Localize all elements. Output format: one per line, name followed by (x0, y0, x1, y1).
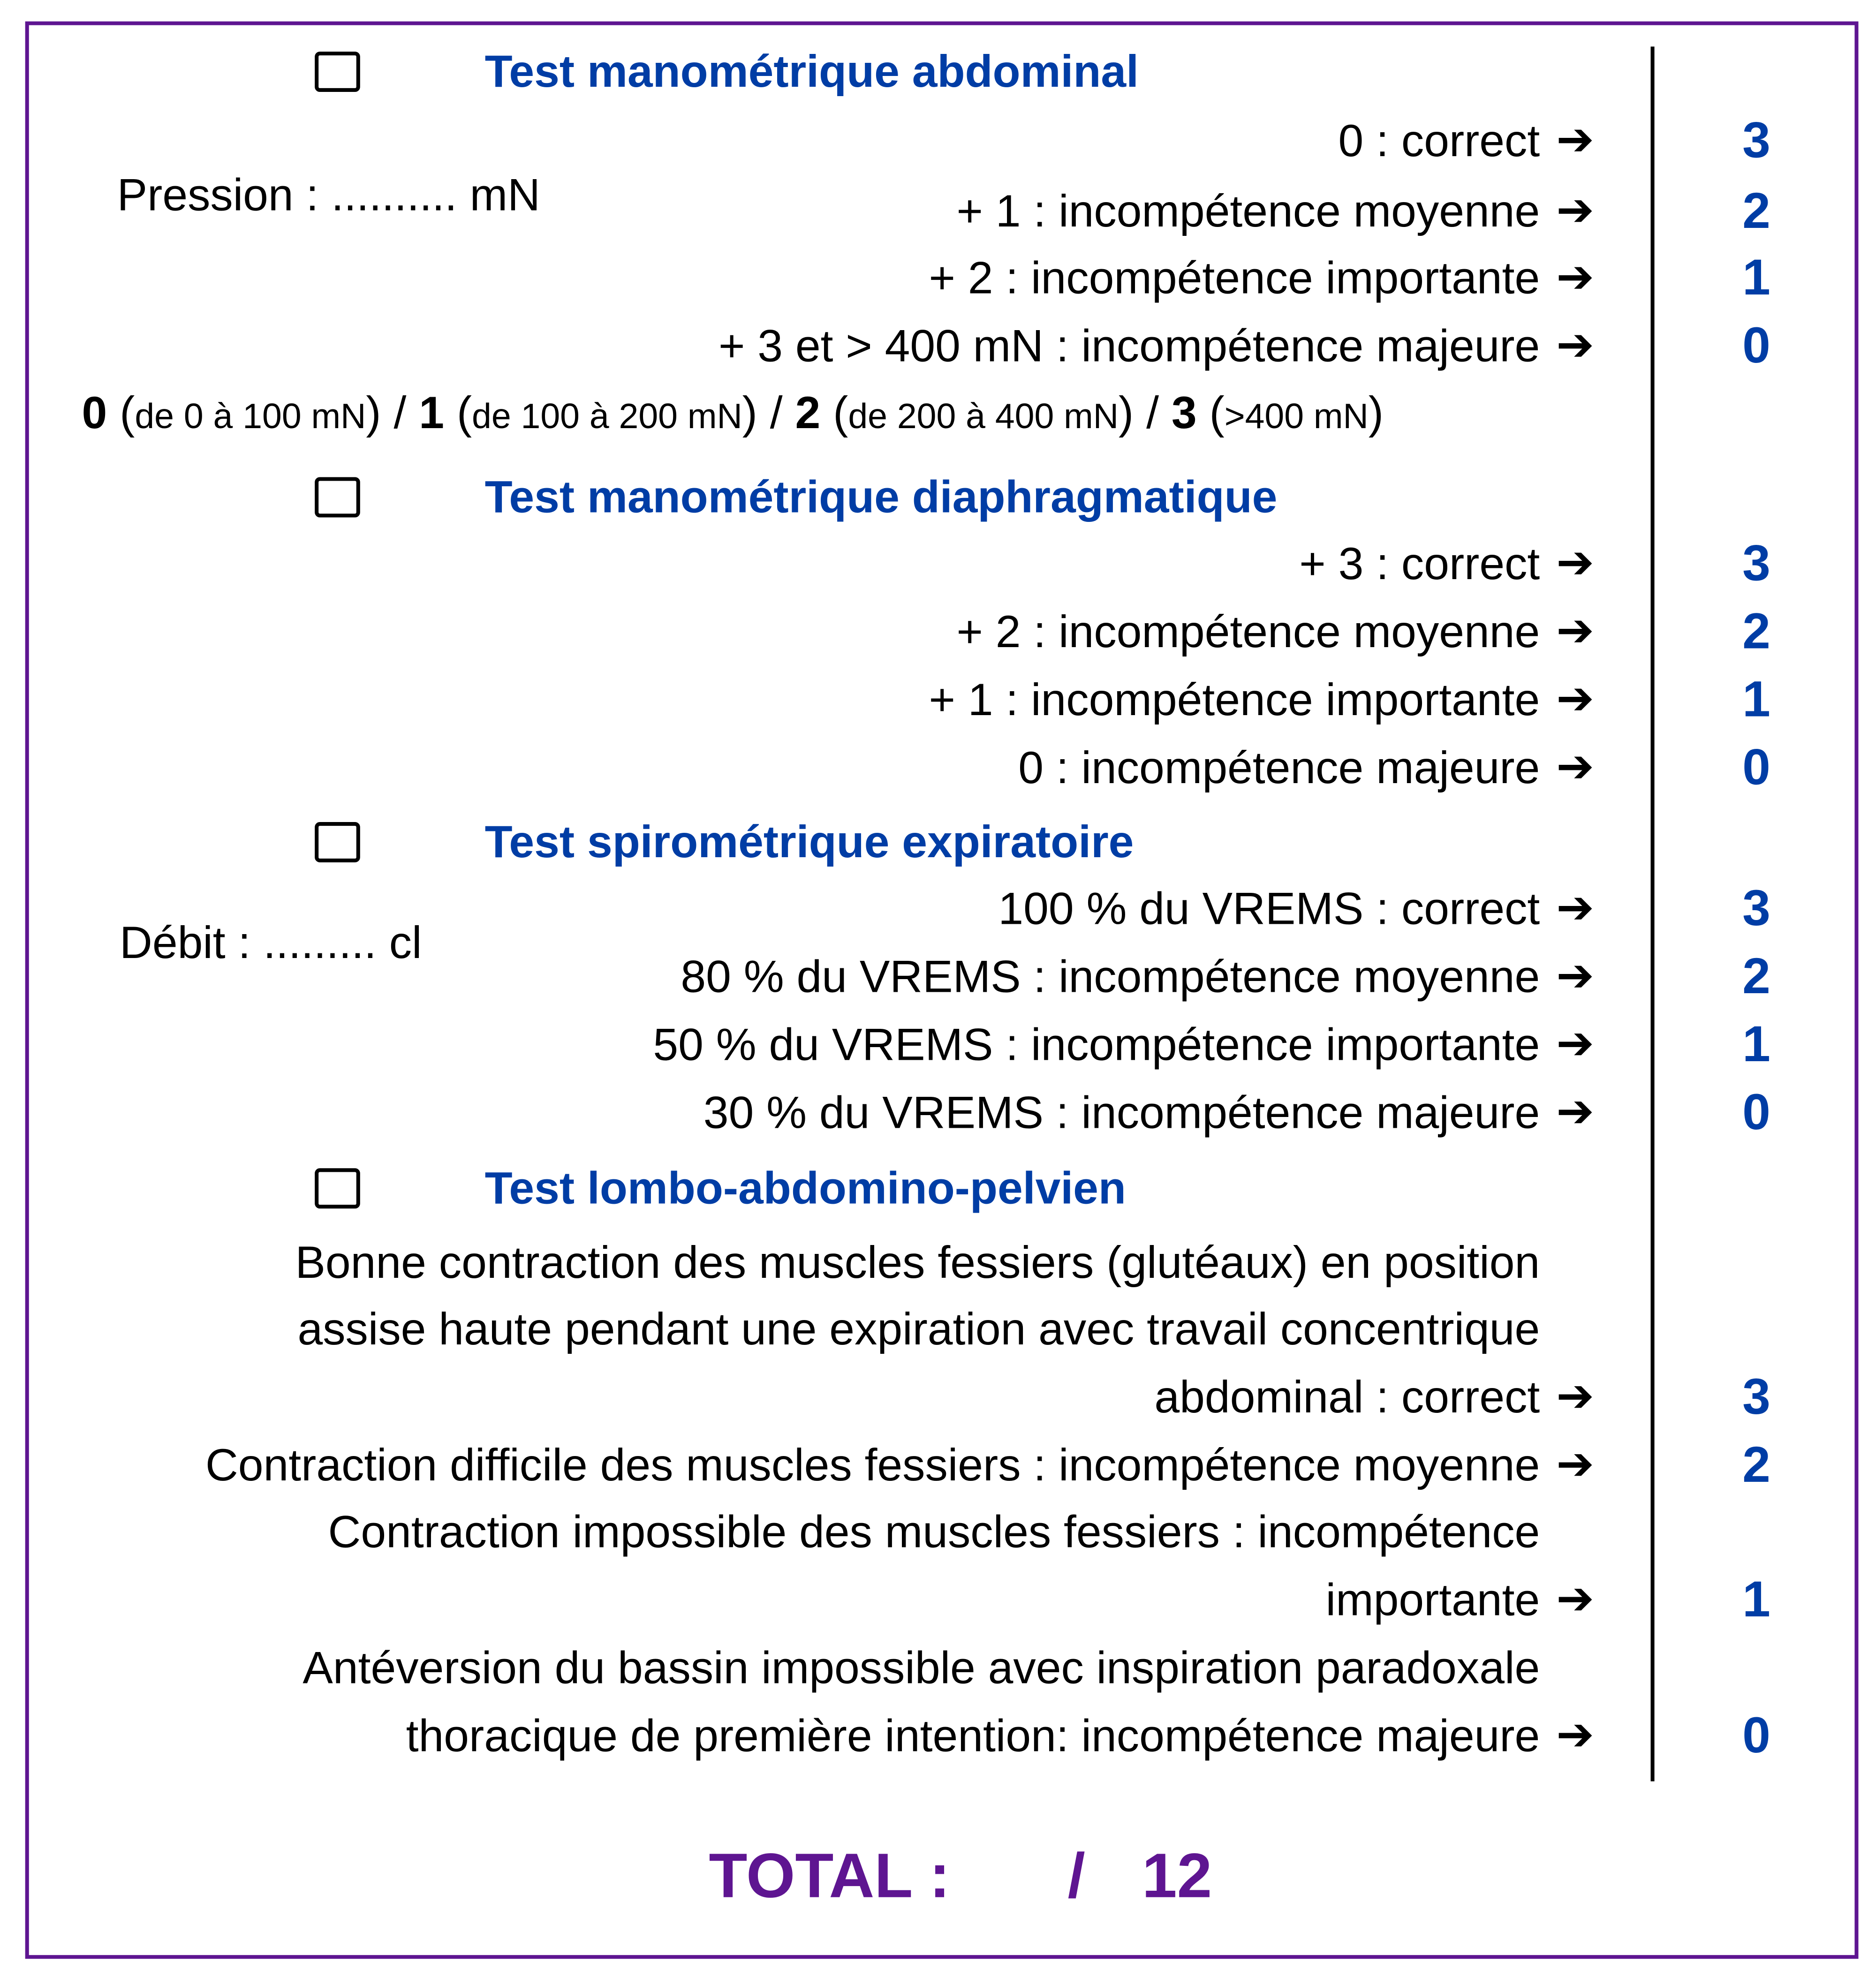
criterion-text: Antéversion du bassin impossible avec inspiration paradoxale (303, 1641, 1540, 1693)
separator: / (381, 386, 419, 438)
criterion-text: Contraction impossible des muscles fessiers : incompétence (328, 1505, 1540, 1557)
checkbox-3[interactable] (315, 822, 360, 862)
scale-range: de 0 à 100 mN (135, 396, 366, 436)
total-max: 12 (1142, 1840, 1212, 1911)
score-value: 1 (1742, 250, 1770, 306)
scale-level: 0 (82, 386, 107, 438)
scale-range: de 200 à 400 mN (848, 396, 1119, 436)
score-value: 1 (1742, 1017, 1770, 1073)
criterion-text: + 3 et > 400 mN : incompétence majeure (718, 319, 1540, 371)
arrow-right-icon: ➔ (1556, 1371, 1595, 1423)
score-value: 2 (1742, 183, 1770, 240)
criterion-text: 80 % du VREMS : incompétence moyenne (681, 950, 1540, 1002)
criterion-text: + 2 : incompétence importante (929, 251, 1540, 303)
arrow-right-icon: ➔ (1556, 319, 1595, 371)
criterion-text: 0 : correct (1338, 114, 1540, 166)
criterion-text: importante (1325, 1573, 1540, 1625)
score-column-divider (1651, 46, 1655, 1781)
criterion-text: assise haute pendant une expiration avec travail concentrique (297, 1303, 1540, 1355)
arrow-right-icon: ➔ (1556, 605, 1595, 657)
criterion-text: 100 % du VREMS : correct (998, 882, 1540, 934)
arrow-right-icon: ➔ (1556, 251, 1595, 303)
flow-field[interactable]: Débit : ......... cl (120, 916, 422, 968)
criterion-text: + 3 : correct (1299, 537, 1540, 589)
score-value: 3 (1742, 113, 1770, 169)
score-value: 1 (1742, 1572, 1770, 1628)
score-value: 2 (1742, 1437, 1770, 1493)
criterion-text: + 2 : incompétence moyenne (956, 605, 1540, 657)
criterion-text: 0 : incompétence majeure (1018, 741, 1540, 793)
arrow-right-icon: ➔ (1556, 114, 1595, 166)
score-value: 3 (1742, 1369, 1770, 1425)
criterion-text: Contraction difficile des muscles fessiers : incompétence moyenne (205, 1439, 1540, 1491)
scale-level: 1 (419, 386, 444, 438)
arrow-right-icon: ➔ (1556, 185, 1595, 237)
criterion-text: Bonne contraction des muscles fessiers (glutéaux) en position (295, 1236, 1540, 1288)
checkbox-2[interactable] (315, 477, 360, 517)
separator: / (1134, 386, 1172, 438)
pressure-scale-legend: 0 (de 0 à 100 mN) / 1 (de 100 à 200 mN) / 2 (de 200 à 400 mN) / 3 (>400 mN) (82, 386, 1384, 438)
scale-level: 2 (795, 386, 821, 438)
score-value: 0 (1742, 1708, 1770, 1764)
arrow-right-icon: ➔ (1556, 1709, 1595, 1761)
section-title: Test spirométrique expiratoire (484, 815, 1134, 868)
arrow-right-icon: ➔ (1556, 537, 1595, 589)
scale-range: >400 mN (1224, 396, 1369, 436)
scale-range: de 100 à 200 mN (472, 396, 742, 436)
arrow-right-icon: ➔ (1556, 1573, 1595, 1625)
criterion-text: thoracique de première intention: incompétence majeure (406, 1709, 1540, 1761)
total-label: TOTAL : (709, 1840, 950, 1911)
score-value: 1 (1742, 672, 1770, 728)
arrow-right-icon: ➔ (1556, 741, 1595, 793)
criterion-text: abdominal : correct (1154, 1371, 1540, 1423)
score-value: 2 (1742, 949, 1770, 1005)
total-slash: / (1067, 1840, 1085, 1911)
checkbox-4[interactable] (315, 1168, 360, 1208)
score-value: 3 (1742, 536, 1770, 592)
pressure-field[interactable]: Pression : .......... mN (117, 168, 540, 220)
score-value: 0 (1742, 318, 1770, 374)
section-title: Test manométrique abdominal (484, 45, 1139, 97)
criterion-text: 30 % du VREMS : incompétence majeure (703, 1086, 1540, 1138)
score-value: 3 (1742, 881, 1770, 937)
section-title: Test lombo-abdomino-pelvien (484, 1162, 1126, 1214)
scale-level: 3 (1171, 386, 1197, 438)
section-title: Test manométrique diaphragmatique (484, 471, 1278, 523)
arrow-right-icon: ➔ (1556, 882, 1595, 934)
criterion-text: 50 % du VREMS : incompétence importante (653, 1018, 1540, 1070)
arrow-right-icon: ➔ (1556, 1086, 1595, 1138)
arrow-right-icon: ➔ (1556, 1018, 1595, 1070)
checkbox-1[interactable] (315, 52, 360, 92)
criterion-text: + 1 : incompétence importante (929, 673, 1540, 725)
score-value: 0 (1742, 1085, 1770, 1141)
arrow-right-icon: ➔ (1556, 673, 1595, 725)
score-value: 0 (1742, 740, 1770, 796)
separator: / (757, 386, 795, 438)
criterion-text: + 1 : incompétence moyenne (956, 185, 1540, 237)
arrow-right-icon: ➔ (1556, 1439, 1595, 1491)
score-value: 2 (1742, 604, 1770, 660)
arrow-right-icon: ➔ (1556, 950, 1595, 1002)
